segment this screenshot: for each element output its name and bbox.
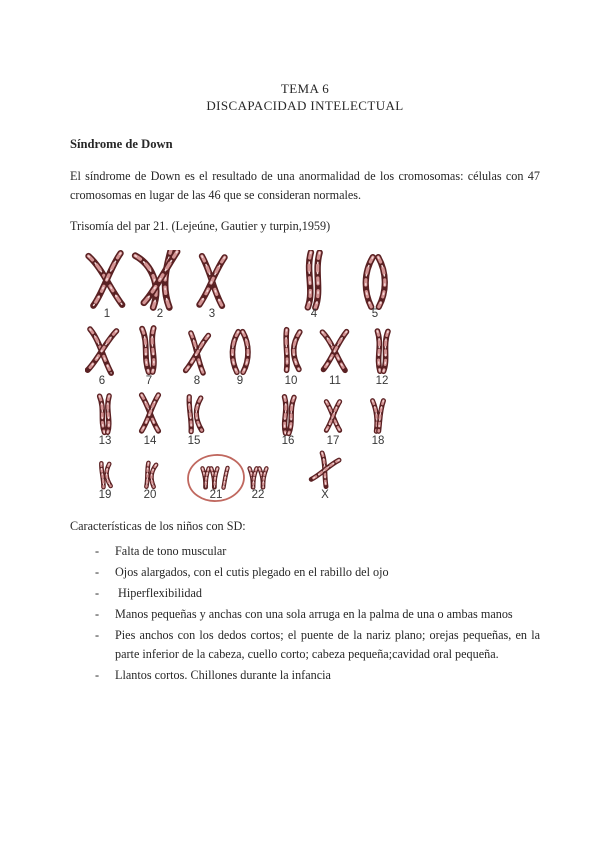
chromosome-21 <box>202 468 227 488</box>
chromosome-label-20: 20 <box>143 489 157 501</box>
bullet-dash: - <box>95 586 100 600</box>
chromosome-5 <box>366 257 385 307</box>
chromosome-label-7: 7 <box>145 375 153 387</box>
chromosome-18 <box>373 401 384 432</box>
chromosome-8 <box>186 333 209 373</box>
chromosome-label-17: 17 <box>326 435 340 447</box>
list-item-text: Falta de tono muscular <box>115 544 227 558</box>
karyotype-figure <box>85 250 400 508</box>
chromosome-label-21: 21 <box>209 489 223 501</box>
chromosome-4 <box>308 252 320 307</box>
bullet-dash: - <box>95 628 100 642</box>
chromosome-X <box>310 453 339 487</box>
list-item-text: Manos pequeñas y anchas con una sola arruga en la palma de una o ambas manos <box>115 607 513 621</box>
characteristics-heading: Características de los niños con SD: <box>70 519 246 533</box>
title-line-2: DISCAPACIDAD INTELECTUAL <box>206 98 404 113</box>
chromosome-label-3: 3 <box>208 308 216 320</box>
chromosome-13 <box>100 396 111 433</box>
chromosome-label-8: 8 <box>193 375 201 387</box>
chromosome-label-13: 13 <box>98 435 112 447</box>
chromosome-label-18: 18 <box>371 435 385 447</box>
list-item <box>95 626 544 664</box>
chromosome-label-2: 2 <box>156 308 164 320</box>
list-item-text: Llantos cortos. Chillones durante la infancia <box>115 668 331 682</box>
list-item <box>95 563 540 582</box>
title-line-1: TEMA 6 <box>280 81 330 96</box>
document-title <box>70 80 540 114</box>
bullet-dash: - <box>95 544 100 558</box>
list-item-text: Pies anchos con los dedos cortos; el puente de la nariz plano; orejas pequeñas, en la parte inferior de la cabeza, cuello corto; cabeza pequeña;cavidad oral pequeña. <box>115 628 544 661</box>
chromosome-15 <box>189 396 203 432</box>
chromosome-1 <box>88 253 124 307</box>
chromosome-6 <box>86 329 116 373</box>
chromosome-label-14: 14 <box>143 435 157 447</box>
karyotype-image <box>85 250 400 508</box>
chromosome-label-19: 19 <box>98 489 112 501</box>
chromosome-label-4: 4 <box>310 308 318 320</box>
chromosome-2 <box>135 250 177 307</box>
section-heading: Síndrome de Down <box>70 137 173 151</box>
chromosome-7 <box>142 328 156 372</box>
list-item-text: Hiperflexibilidad <box>115 586 202 600</box>
chromosome-12 <box>376 331 388 371</box>
chromosome-16 <box>282 397 294 434</box>
chromosome-9 <box>232 332 248 372</box>
list-item <box>95 666 540 685</box>
chromosome-label-16: 16 <box>281 435 295 447</box>
characteristics-list <box>70 542 544 685</box>
chromosome-22 <box>250 468 267 487</box>
chromosome-label-9: 9 <box>236 375 244 387</box>
intro-paragraph: El síndrome de Down es el resultado de una anormalidad de los cromosomas: células con 47 cromosomas en lugar de las 46 que se consideran normales. <box>70 169 540 202</box>
chromosome-14 <box>142 395 159 431</box>
chromosome-label-11: 11 <box>329 375 341 387</box>
chromosome-20 <box>146 463 156 488</box>
list-item <box>95 605 540 624</box>
chromosome-label-6: 6 <box>98 375 106 387</box>
chromosome-label-22: 22 <box>251 489 265 501</box>
bullet-dash: - <box>95 668 100 682</box>
trisomy-paragraph: Trisomía del par 21. (Lejeúne, Gautier y turpin,1959) <box>70 219 331 233</box>
bullet-dash: - <box>95 607 100 621</box>
chromosome-10 <box>286 330 300 370</box>
chromosome-3 <box>199 256 224 306</box>
chromosome-label-5: 5 <box>371 308 379 320</box>
chromosome-19 <box>101 463 111 488</box>
chromosome-label-10: 10 <box>284 375 298 387</box>
list-item <box>95 584 540 603</box>
chromosome-label-12: 12 <box>375 375 389 387</box>
chromosome-label-1: 1 <box>103 308 111 320</box>
list-item-text: Ojos alargados, con el cutis plegado en el rabillo del ojo <box>115 565 389 579</box>
chromosome-11 <box>322 332 346 371</box>
chromosome-label-X: X <box>321 489 329 501</box>
chromosome-label-15: 15 <box>187 435 201 447</box>
chromosome-17 <box>326 402 339 431</box>
bullet-dash: - <box>95 565 100 579</box>
list-item <box>95 542 540 561</box>
